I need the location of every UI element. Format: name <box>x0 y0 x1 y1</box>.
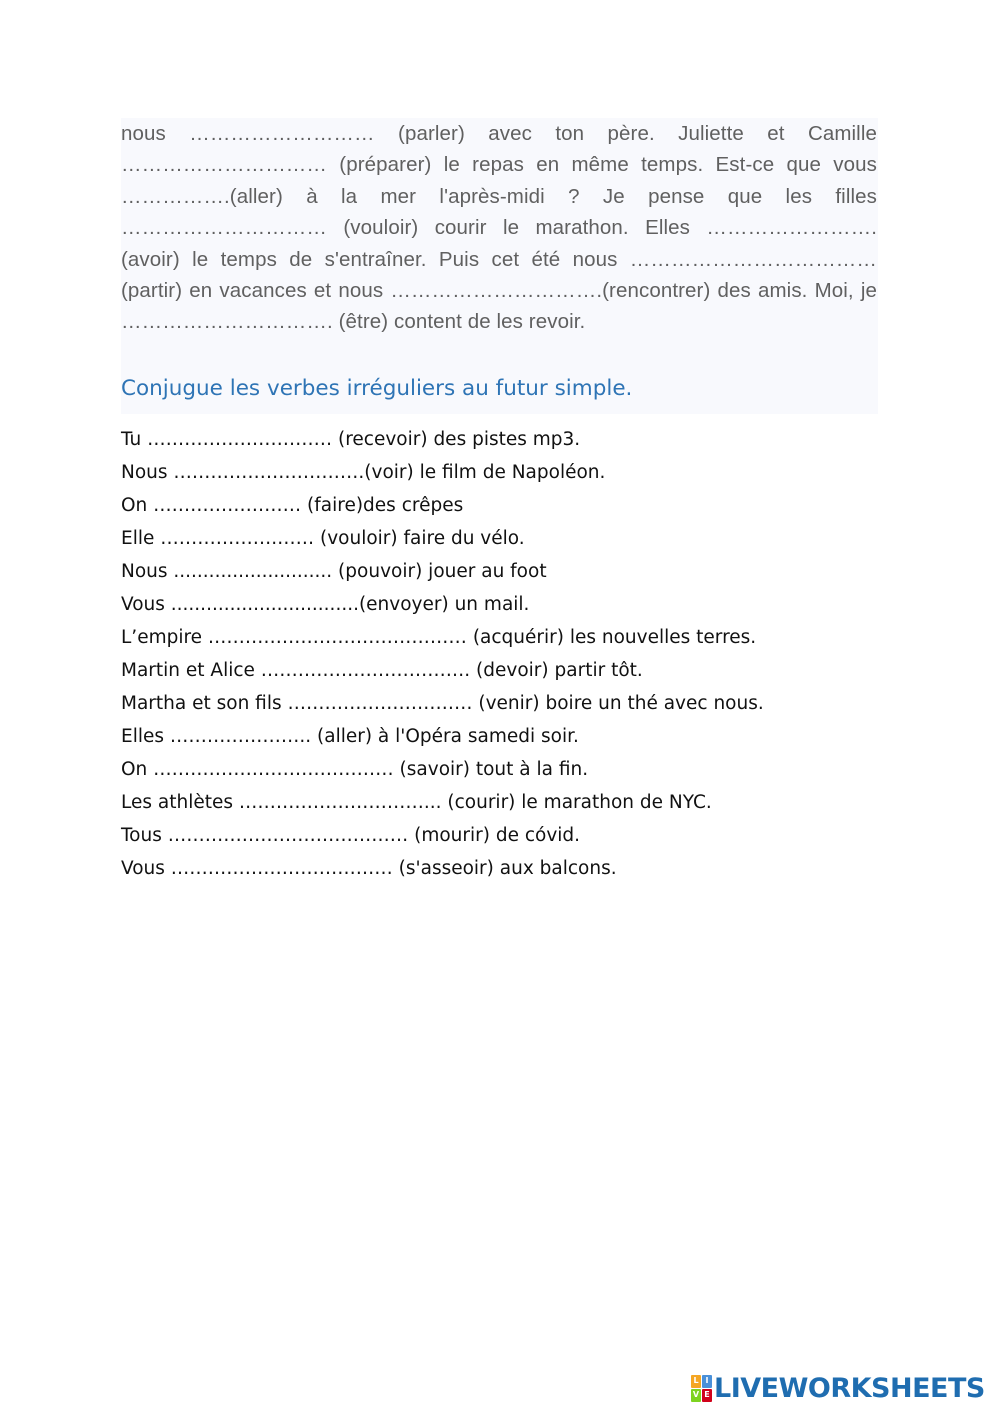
intro-paragraph-text: nous ……………………… (parler) avec ton père. Juliette et Camille ………………………… (préparer) le repas en même temps. Est-ce que vous …………….(aller) à la mer l'après-midi ? Je pense que les filles ………………………… (vouloir) courir le marathon. Elles ……………………. (avoir) le temps de s'entraîner. Puis cet été nous ………………………………(partir) en vacances et nous ………………………….(rencontrer) des amis. Moi, je …………………………. (être) content de les revoir. <box>121 122 877 334</box>
liveworksheets-logo <box>691 1370 985 1406</box>
exercise-list <box>121 423 764 885</box>
exercise-line: Martin et Alice ……………………………. (devoir) partir tôt. <box>121 660 643 681</box>
logo-text: LIVEWORKSHEETS <box>714 1372 985 1404</box>
exercise-line: Nous ........................... (pouvoir) jouer au foot <box>121 561 547 582</box>
intro-paragraph <box>121 118 877 338</box>
badge-letter: L <box>691 1375 701 1388</box>
exercise-line: Martha et son fils ………………………… (venir) boire un thé avec nous. <box>121 693 764 714</box>
exercise-line: Nous ………………………….(voir) le film de Napoléon. <box>121 462 606 483</box>
exercise-line: Elle ……………….…… (vouloir) faire du vélo. <box>121 528 525 549</box>
exercise-line: Tous ………………………………… (mourir) de cóvid. <box>121 825 581 846</box>
badge-letter: I <box>702 1375 712 1388</box>
exercise-line: Les athlètes …………………………... (courir) le marathon de NYC. <box>121 792 712 813</box>
exercise-line: Vous ................................(envoyer) un mail. <box>121 594 530 615</box>
exercise-line: Elles ………………….. (aller) à l'Opéra samedi soir. <box>121 726 579 747</box>
exercise-line: On …………………… (faire)des crêpes <box>121 495 464 516</box>
badge-letter: E <box>702 1389 712 1402</box>
live-badge-icon <box>691 1375 711 1401</box>
exercise-line: Tu ………………………… (recevoir) des pistes mp3. <box>121 429 581 450</box>
section-heading: Conjugue les verbes irréguliers au futur simple. <box>121 376 633 401</box>
exercise-line: On ………………………………… (savoir) tout à la fin. <box>121 759 589 780</box>
badge-letter: V <box>691 1389 701 1402</box>
exercise-line: L’empire …………………………………… (acquérir) les nouvelles terres. <box>121 627 757 648</box>
exercise-line: Vous ……………………………… (s'asseoir) aux balcons. <box>121 858 617 879</box>
